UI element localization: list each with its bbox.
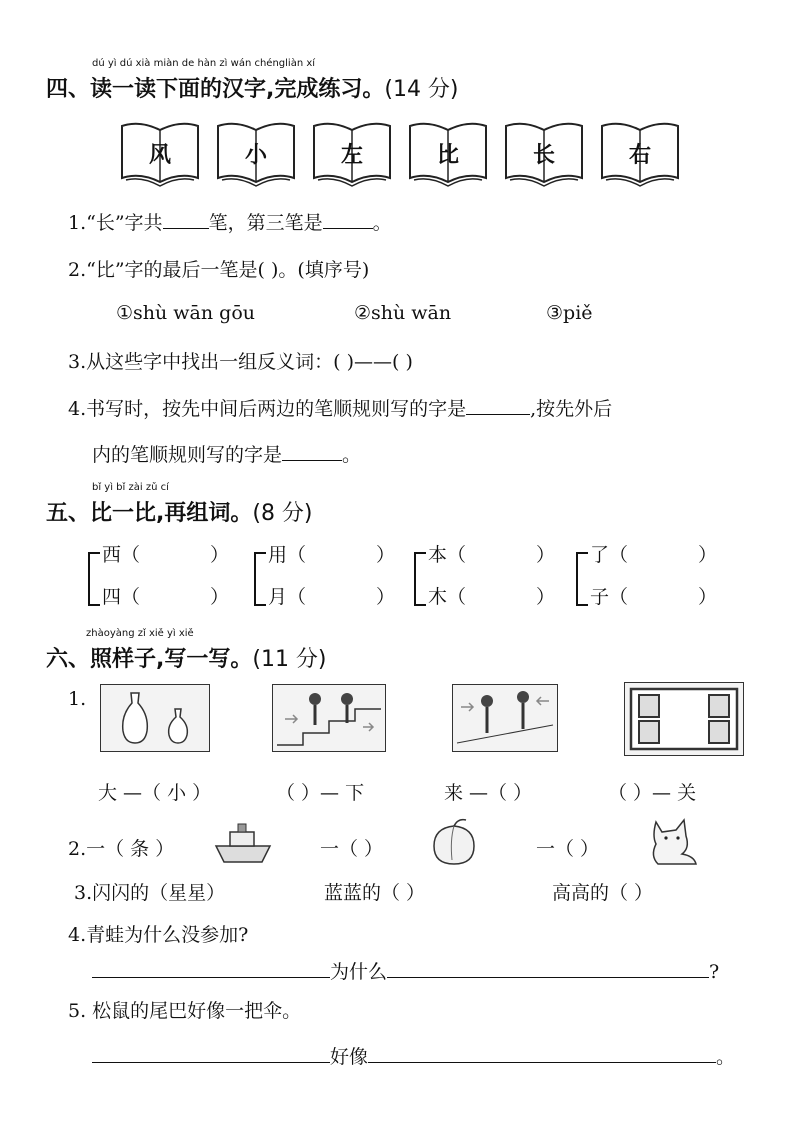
close-paren: ） <box>536 544 556 566</box>
section4-points: (14 分) <box>384 77 459 102</box>
book-char: 小 <box>244 143 267 168</box>
s6-q1-answer-4: （ ）— 关 <box>608 782 697 804</box>
pair-char: 本（ <box>428 544 467 566</box>
blank-line[interactable] <box>92 1061 330 1063</box>
s6-q2 <box>68 834 174 861</box>
bracket <box>576 552 588 606</box>
s6-q3-item-3: 高高的（ ） <box>552 882 654 904</box>
stairs-icon <box>273 685 385 751</box>
book-char: 长 <box>532 143 555 168</box>
s4-question-3: 3.从这些字中找出一组反义词：( )——( ) <box>68 351 413 373</box>
section5-pinyin: bǐ yì bǐ zài zǔ cí <box>92 482 169 493</box>
bracket <box>254 552 266 606</box>
pair-char: 用（ <box>268 544 307 566</box>
q2-option-3: ③piě <box>546 302 593 324</box>
blank-line[interactable] <box>282 459 342 461</box>
q1-end: 。 <box>372 212 392 234</box>
s6-q2-item-2: 一（ ） <box>320 838 384 860</box>
book-6 <box>598 118 682 188</box>
cat-icon <box>646 814 704 872</box>
s6-q3-item-1: 3.闪闪的（星星） <box>74 882 226 904</box>
q5-mid-text: 好像 <box>330 1046 369 1068</box>
q4-prefix: 4.书写时，按先中间后两边的笔顺规则写的字是 <box>68 398 467 420</box>
q1-prefix: 1.“长”字共 <box>68 212 163 234</box>
pair-2-bottom <box>268 582 395 609</box>
s6-q3-item-2: 蓝蓝的（ ） <box>324 882 426 904</box>
blank-line[interactable] <box>368 1061 716 1063</box>
pair-1-top <box>102 540 229 567</box>
section4-title <box>46 72 459 103</box>
walking-kids-picture <box>452 684 558 752</box>
close-paren: ） <box>210 544 230 566</box>
bracket <box>414 552 426 606</box>
q4-mid: ,按先外后 <box>530 398 613 420</box>
peach-svg <box>428 816 480 868</box>
s4-question-4 <box>68 394 612 421</box>
s6-q1-answer-2: （ ）— 下 <box>276 782 365 804</box>
pair-1-bottom <box>102 582 229 609</box>
pair-char: 月（ <box>268 586 307 608</box>
bracket <box>88 552 100 606</box>
q4-line2: 内的笔顺规则写的字是 <box>92 444 283 466</box>
blank-line[interactable] <box>92 976 330 978</box>
s4-question-1 <box>68 208 392 235</box>
boat-icon <box>212 820 274 870</box>
pair-4-top <box>590 540 717 567</box>
book-4 <box>406 118 490 188</box>
s4-question-4-line2 <box>92 440 361 467</box>
pair-char: 木（ <box>428 586 467 608</box>
window-picture <box>624 682 744 756</box>
q5-end-text: 。 <box>716 1046 736 1068</box>
blank-line[interactable] <box>387 976 709 978</box>
pair-2-top <box>268 540 395 567</box>
section4-title-text: 四、读一读下面的汉字,完成练习。 <box>46 77 385 102</box>
q4-end-text: ? <box>709 961 720 983</box>
pair-3-bottom <box>428 582 555 609</box>
close-paren: ） <box>210 586 230 608</box>
blank-line[interactable] <box>323 227 373 229</box>
s6-q4: 4.青蛙为什么没参加? <box>68 924 249 946</box>
section5-points: (8 分) <box>252 501 313 526</box>
section6-points: (11 分) <box>252 647 327 672</box>
vase-icon <box>101 685 209 751</box>
cat-svg <box>646 814 704 868</box>
blank-line[interactable] <box>466 413 530 415</box>
close-paren: ） <box>376 586 396 608</box>
s6-q1-answer-3: 来 —（ ） <box>444 782 533 804</box>
book-5 <box>502 118 586 188</box>
book-2 <box>214 118 298 188</box>
q2-num: 2. <box>68 838 87 860</box>
pair-3-top <box>428 540 555 567</box>
s4-question-2: 2.“比”字的最后一笔是( )。(填序号) <box>68 259 370 281</box>
section4-pinyin: dú yì dú xià miàn de hàn zì wán chéngliàn xí <box>92 58 316 69</box>
q2-option-1: ①shù wān gōu <box>116 302 256 324</box>
peach-icon <box>428 816 480 872</box>
vases-picture <box>100 684 210 752</box>
q2-option-2: ②shù wān <box>354 302 452 324</box>
s6-q5-answer-line <box>92 1042 735 1069</box>
book-3 <box>310 118 394 188</box>
close-paren: ） <box>698 586 718 608</box>
stairs-picture <box>272 684 386 752</box>
close-paren: ） <box>536 586 556 608</box>
section5-title <box>46 496 313 527</box>
q2-item-1: 一（ 条 ） <box>86 838 175 860</box>
window-icon <box>625 683 743 755</box>
book-char: 右 <box>628 143 651 168</box>
boat-svg <box>212 820 274 866</box>
s6-q1-answer-1: 大 —（ 小 ） <box>98 782 212 804</box>
book-char: 左 <box>340 143 363 168</box>
section6-title <box>46 642 327 673</box>
s6-q4-answer-line <box>92 957 719 984</box>
s6-q2-item-3: 一（ ） <box>536 838 600 860</box>
pair-char: 了（ <box>590 544 629 566</box>
pair-char: 四（ <box>102 586 141 608</box>
s6-q5: 5. 松鼠的尾巴好像一把伞。 <box>68 1000 302 1022</box>
s6-q1-number: 1. <box>68 688 87 710</box>
pair-char: 西（ <box>102 544 141 566</box>
book-char: 风 <box>148 143 171 168</box>
book-char: 比 <box>436 143 459 168</box>
walk-icon <box>453 685 557 751</box>
book-1 <box>118 118 202 188</box>
close-paren: ） <box>698 544 718 566</box>
q4-end: 。 <box>342 444 362 466</box>
q1-mid: 笔，第三笔是 <box>208 212 323 234</box>
blank-line[interactable] <box>163 227 209 229</box>
section6-pinyin: zhàoyàng zǐ xiě yì xiě <box>86 628 194 639</box>
pair-4-bottom <box>590 582 717 609</box>
section5-title-text: 五、比一比,再组词。 <box>46 501 253 526</box>
section6-title-text: 六、照样子,写一写。 <box>46 647 253 672</box>
pair-char: 子（ <box>590 586 629 608</box>
close-paren: ） <box>376 544 396 566</box>
q4-mid-text: 为什么 <box>330 961 388 983</box>
